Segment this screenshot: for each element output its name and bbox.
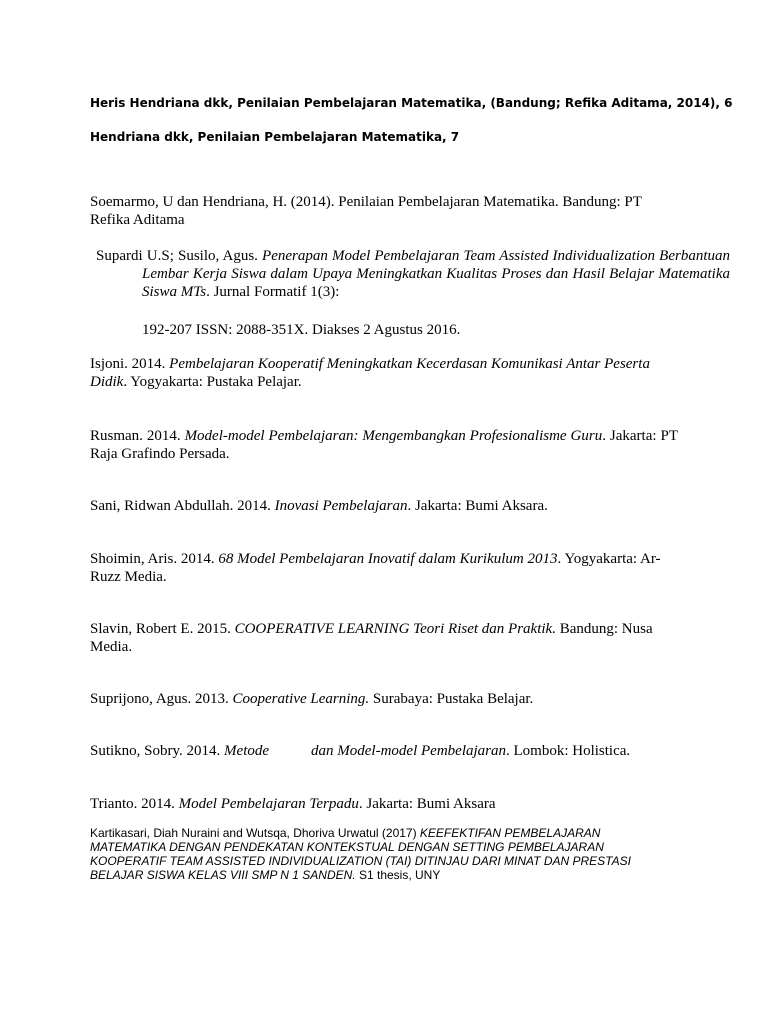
reference-publisher: . Jakarta: PT Raja Grafindo Persada. bbox=[90, 428, 678, 462]
reference-author: Slavin, Robert E. 2015. bbox=[90, 621, 235, 637]
reference-publisher: Bandung: Nusa Media. bbox=[90, 621, 653, 655]
reference-title: Pembelajaran Kooperatif Meningkatkan Kecerdasan Komunikasi Antar Peserta Didik bbox=[90, 356, 650, 390]
footnote-1: Heris Hendriana dkk, Penilaian Pembelajaran Matematika, (Bandung; Refika Aditama, 2014), 6 bbox=[90, 96, 733, 110]
reference-author: Sutikno, Sobry. 2014. bbox=[90, 743, 225, 759]
reference-soemarmo: Soemarmo, U dan Hendriana, H. (2014). Penilaian Pembelajaran Matematika. Bandung: PT Refika Aditama bbox=[90, 194, 642, 228]
reference-author: Kartikasari, Diah Nuraini and Wutsqa, Dhoriva Urwatul (2017) bbox=[90, 826, 420, 840]
reference-title: Inovasi Pembelajaran bbox=[274, 498, 408, 514]
reference-author: Rusman. 2014. bbox=[90, 428, 185, 444]
reference-title: dan Model-model Pembelajaran bbox=[311, 743, 506, 759]
reference-supardi-continued: 192-207 ISSN: 2088-351X. Diakses 2 Agustus 2016. bbox=[142, 322, 461, 338]
reference-publisher: S1 thesis, UNY bbox=[355, 868, 441, 882]
reference-publisher: . Yogyakarta: Pustaka Pelajar. bbox=[123, 374, 302, 390]
reference-publisher: Surabaya: Pustaka Belajar. bbox=[369, 691, 534, 707]
reference-title: Metode bbox=[224, 743, 270, 759]
reference-title: Penerapan Model Pembelajaran Team Assisted Individualization Berbantuan Lembar Kerja Siswa dalam Upaya Meningkatkan Kualitas Proses dan Hasil Belajar Matematika Siswa MTs bbox=[142, 248, 730, 300]
reference-publisher: . Jurnal Formatif 1(3): bbox=[206, 284, 340, 300]
reference-author: Supardi U.S; Susilo, Agus. bbox=[96, 248, 263, 264]
reference-author: Trianto. 2014. bbox=[90, 796, 179, 812]
reference-slavin bbox=[90, 620, 678, 656]
reference-sutikno bbox=[90, 742, 678, 760]
reference-author: Isjoni. 2014. bbox=[90, 356, 170, 372]
reference-publisher: . Jakarta: Bumi Aksara bbox=[358, 796, 496, 812]
reference-title: KEEFEKTIFAN PEMBELAJARAN MATEMATIKA DENGAN PENDEKATAN KONTEKSTUAL DENGAN SETTING PEMBELAJARAN KOOPERATIF TEAM ASSISTED INDIVIDUALIZATION (TAI) DITINJAU DARI MINAT DAN PRESTASI BELAJAR SISWA KELAS VIII SMP N 1 SANDEN. bbox=[90, 826, 631, 882]
reference-isjoni bbox=[90, 355, 678, 391]
reference-title: COOPERATIVE LEARNING Teori Riset dan Praktik. bbox=[234, 621, 556, 637]
reference-trianto bbox=[90, 795, 678, 813]
reference-title: Cooperative Learning. bbox=[232, 691, 370, 707]
reference-kartikasari bbox=[90, 826, 650, 882]
footnote-2: Hendriana dkk, Penilaian Pembelajaran Matematika, 7 bbox=[90, 130, 460, 144]
reference-title: 68 Model Pembelajaran Inovatif dalam Kurikulum 2013 bbox=[218, 551, 558, 567]
reference-author: Suprijono, Agus. 2013. bbox=[90, 691, 233, 707]
reference-publisher: . Lombok: Holistica. bbox=[506, 743, 631, 759]
reference-publisher: . Jakarta: Bumi Aksara. bbox=[407, 498, 548, 514]
reference-supardi bbox=[90, 247, 730, 301]
reference-publisher: . Yogyakarta: Ar-Ruzz Media. bbox=[90, 551, 661, 585]
reference-shoimin bbox=[90, 550, 678, 586]
reference-rusman bbox=[90, 427, 678, 463]
reference-author: Shoimin, Aris. 2014. bbox=[90, 551, 219, 567]
reference-suprijono bbox=[90, 690, 678, 708]
reference-title: Model-model Pembelajaran: Mengembangkan Profesionalisme Guru bbox=[184, 428, 603, 444]
reference-author: Sani, Ridwan Abdullah. 2014. bbox=[90, 498, 275, 514]
reference-sani bbox=[90, 497, 678, 515]
reference-title: Model Pembelajaran Terpadu bbox=[178, 796, 359, 812]
